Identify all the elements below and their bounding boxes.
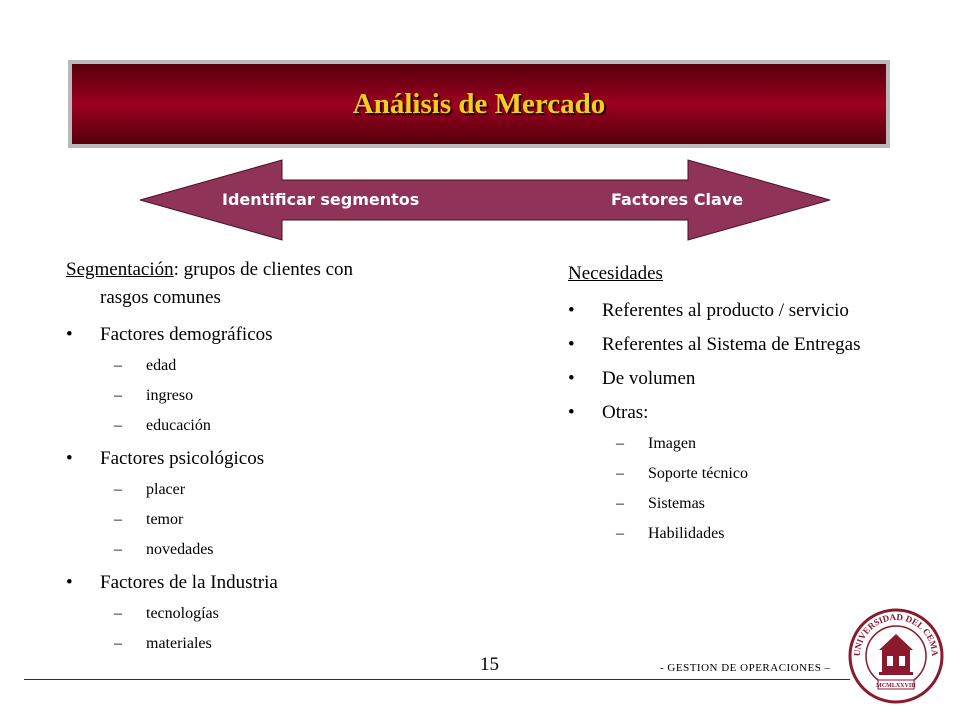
bullet-label: Factores de la Industria: [100, 572, 278, 593]
needs-column: [568, 260, 958, 544]
segmentation-term: Segmentación: [66, 259, 174, 280]
arrow-label-key-factors: Factores Clave: [611, 190, 744, 209]
university-seal-logo: [846, 606, 946, 706]
sub-item: – educación: [114, 417, 211, 434]
segmentation-definition: [66, 256, 486, 284]
sub-item: – Sistemas: [616, 495, 705, 512]
sub-item: – materiales: [114, 635, 212, 652]
segmentation-column: [66, 256, 486, 654]
bullet-item: • Factores psicológicos: [66, 448, 265, 469]
bullet-item: • De volumen: [568, 368, 696, 389]
title-banner: [68, 60, 890, 148]
sub-item: – novedades: [114, 541, 214, 558]
svg-text:MCMLXXVIII: MCMLXXVIII: [876, 683, 916, 689]
bullet-item: • Otras:: [568, 402, 649, 423]
page-number: 15: [480, 654, 499, 675]
bullet-label: Factores psicológicos: [100, 448, 265, 469]
sub-item: – edad: [114, 357, 177, 374]
footer-divider: [24, 679, 850, 680]
bullet-item: • Factores demográficos: [66, 324, 273, 345]
sub-item: – placer: [114, 481, 186, 498]
bullet-item: • Factores de la Industria: [66, 572, 278, 593]
bullet-label: Factores demográficos: [100, 324, 273, 345]
segmentation-text: : grupos de clientes con: [173, 259, 354, 280]
bullet-item: • Referentes al Sistema de Entregas: [568, 334, 861, 355]
svg-text:UNIVERSIDAD DEL CEMA: UNIVERSIDAD DEL CEMA: [851, 611, 941, 657]
slide-title: Análisis de Mercado: [352, 87, 606, 120]
sub-item: – Habilidades: [616, 525, 725, 542]
arrow-label-segments: Identificar segmentos: [222, 190, 420, 209]
bullet-item: • Referentes al producto / servicio: [568, 300, 849, 321]
sub-item: – tecnologías: [114, 605, 219, 622]
sub-item: – temor: [114, 511, 184, 528]
sub-item: – Imagen: [616, 435, 696, 452]
sub-item: – ingreso: [114, 387, 194, 404]
sub-item: – Soporte técnico: [616, 465, 748, 482]
segmentation-text-cont: rasgos comunes: [100, 287, 221, 308]
needs-heading: Necesidades: [568, 263, 663, 284]
course-name: - GESTION DE OPERACIONES –: [660, 662, 831, 674]
